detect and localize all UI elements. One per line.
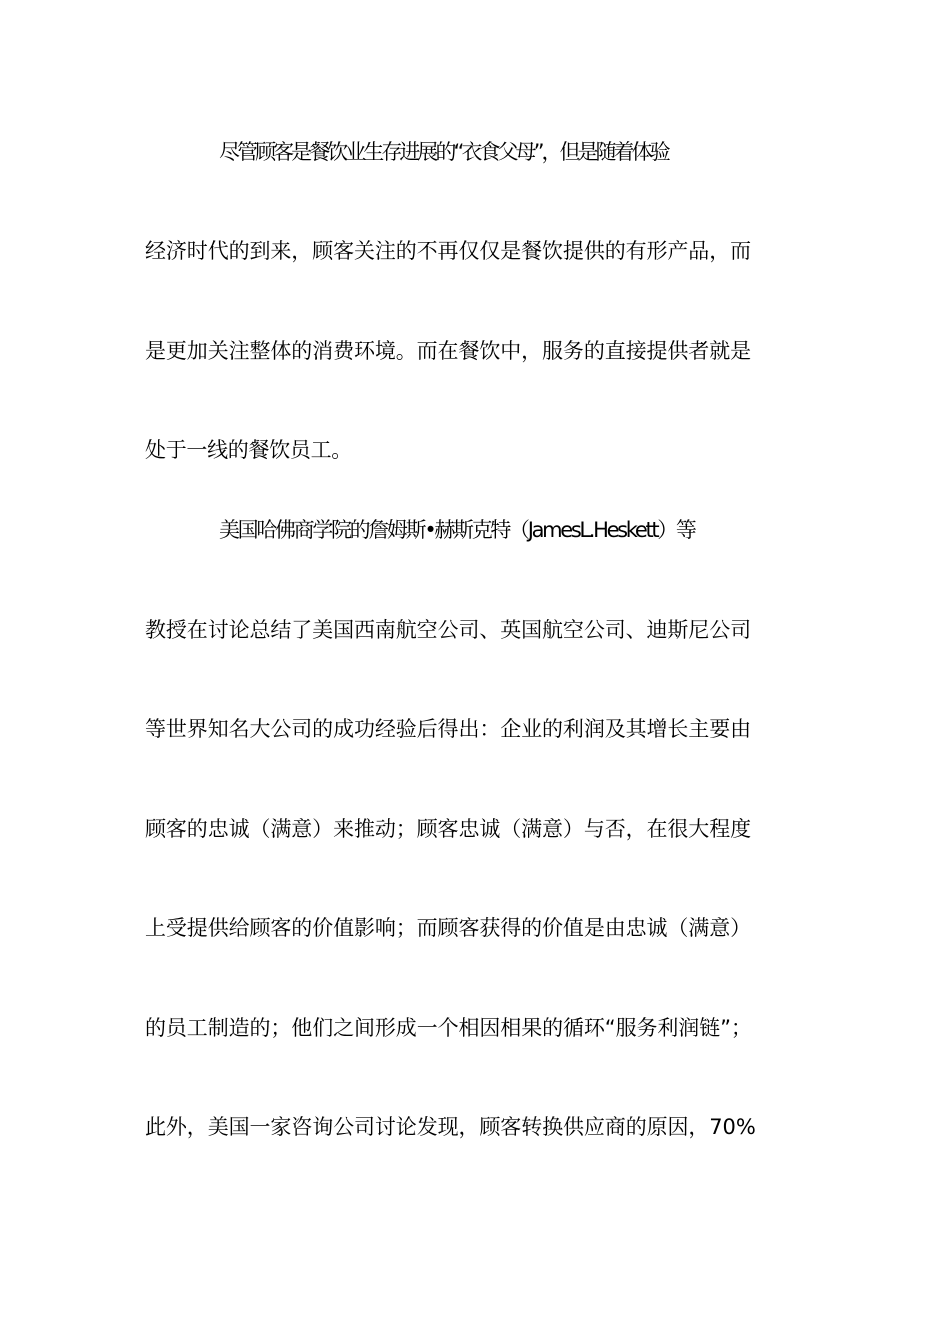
text-line: 经济时代的到来，顾客关注的不再仅仅是餐饮提供的有形产品，而 — [145, 239, 751, 263]
text-line: 尽管顾客是餐饮业生存进展的“衣食父母”，但是随着体验 — [219, 140, 668, 164]
text-line: 是更加关注整体的消费环境。而在餐饮中，服务的直接提供者就是 — [145, 339, 751, 363]
text-line: 的员工制造的；他们之间形成一个相因相果的循环“服务利润链”； — [145, 1016, 752, 1040]
text-line: 此外，美国一家咨询公司讨论发现，顾客转换供应商的原因，70% — [145, 1115, 756, 1139]
text-line: 顾客的忠诚（满意）来推动；顾客忠诚（满意）与否，在很大程度 — [145, 817, 751, 841]
text-line: 上受提供给顾客的价值影响；而顾客获得的价值是由忠诚（满意） — [145, 916, 751, 940]
text-line: 教授在讨论总结了美国西南航空公司、英国航空公司、迪斯尼公司 — [145, 618, 751, 642]
text-line: 处于一线的餐饮员工。 — [145, 438, 352, 462]
text-line: 等世界知名大公司的成功经验后得出：企业的利润及其增长主要由 — [145, 717, 751, 741]
text-line: 美国哈佛商学院的詹姆斯•赫斯克特（JamesL.Heskett）等 — [219, 518, 695, 542]
